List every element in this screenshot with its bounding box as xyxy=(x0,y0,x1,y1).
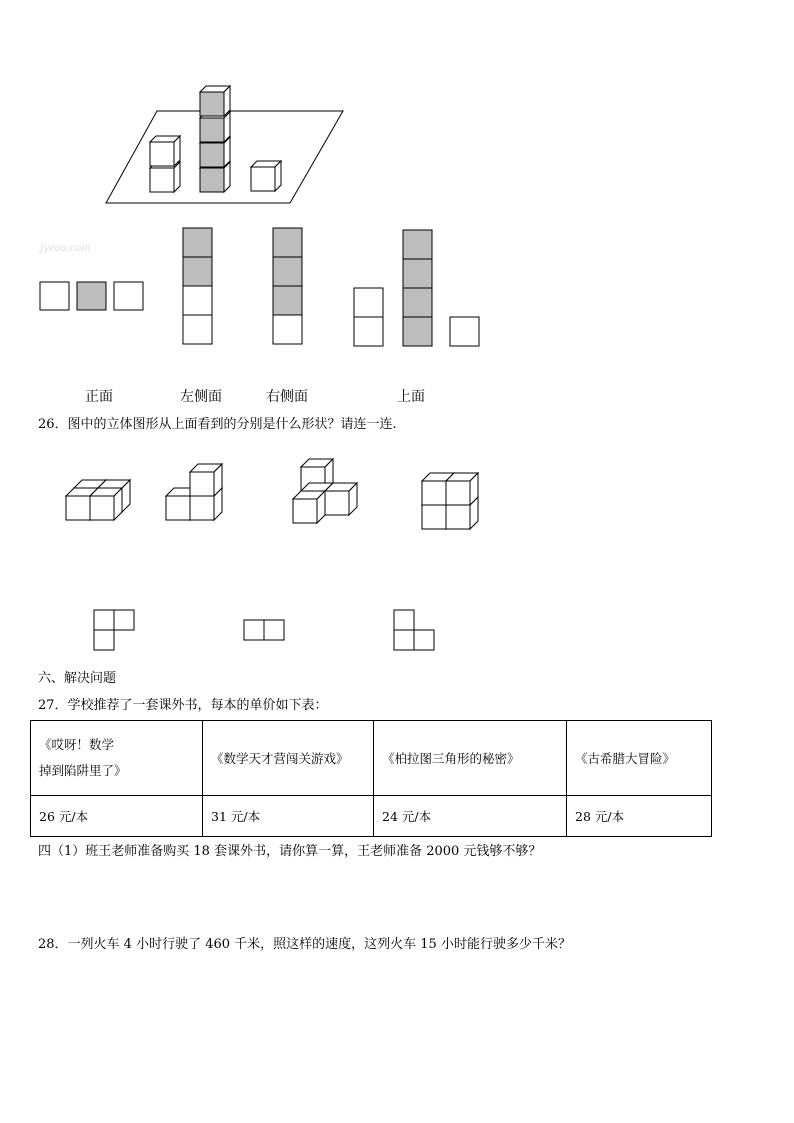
book-price-table xyxy=(30,720,712,837)
top-shape-1 xyxy=(94,610,134,650)
label-left: 左侧面 xyxy=(180,389,222,405)
watermark: jyeoo.com xyxy=(40,243,91,254)
question-27-text: 四（1）班王老师准备购买 18 套课外书，请你算一算，王老师准备 2000 元钱够不够？ xyxy=(38,844,542,859)
question-28: 28．一列火车 4 小时行驶了 460 千米，照这样的速度，这列火车 15 小时能行驶多少千米？ xyxy=(38,937,571,952)
book-2-price: 31 元/本 xyxy=(203,796,374,837)
question-26: 26．图中的立体图形从上面看到的分别是什么形状？请连一连. xyxy=(38,417,397,432)
book-1-title-line1: 《哎呀！数学 xyxy=(39,737,115,752)
book-2-title: 《数学天才营闯关游戏》 xyxy=(203,721,374,796)
book-1-price: 26 元/本 xyxy=(31,796,203,837)
book-3-price: 24 元/本 xyxy=(374,796,567,837)
label-right: 右侧面 xyxy=(266,389,308,405)
section-6-title: 六、解决问题 xyxy=(38,671,117,686)
book-1-title-line2: 掉到陷阱里了》 xyxy=(39,763,127,778)
book-1-title-cell xyxy=(31,721,203,796)
book-3-title: 《柏拉图三角形的秘密》 xyxy=(374,721,567,796)
question-27-intro: 27．学校推荐了一套课外书，每本的单价如下表： xyxy=(38,698,328,713)
label-front: 正面 xyxy=(85,389,113,405)
label-top: 上面 xyxy=(397,389,425,405)
top-shape-3 xyxy=(394,610,434,650)
top-shape-2 xyxy=(244,620,284,640)
book-4-price: 28 元/本 xyxy=(567,796,712,837)
book-4-title: 《古希腊大冒险》 xyxy=(567,721,712,796)
